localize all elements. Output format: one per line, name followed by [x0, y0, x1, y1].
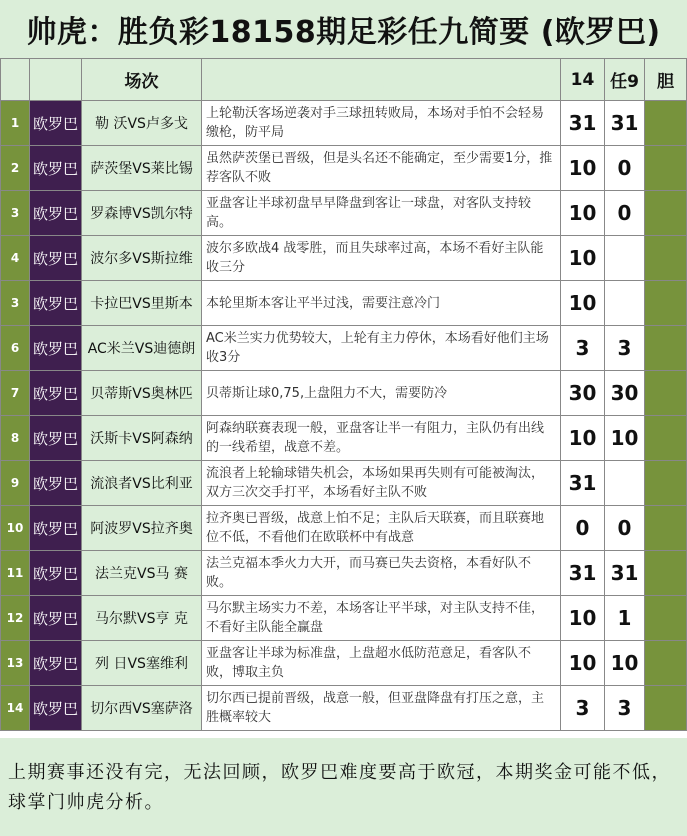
pick-dan	[645, 596, 687, 641]
header-ren9: 任9	[605, 59, 645, 101]
table-row	[1, 371, 687, 416]
pick-14: 10	[561, 416, 605, 461]
table-row	[1, 686, 687, 731]
match-name: AC米兰VS迪德朗	[82, 326, 202, 371]
match-name: 阿波罗VS拉齐奥	[82, 506, 202, 551]
pick-14: 30	[561, 371, 605, 416]
pick-ren9: 0	[605, 191, 645, 236]
match-name: 卡拉巴VS里斯本	[82, 281, 202, 326]
match-name: 列 日VS塞维利	[82, 641, 202, 686]
row-index: 3	[1, 281, 30, 326]
row-index: 10	[1, 506, 30, 551]
row-index: 14	[1, 686, 30, 731]
league-name: 欧罗巴	[30, 416, 82, 461]
pick-dan	[645, 551, 687, 596]
table-row	[1, 551, 687, 596]
match-note: 马尔默主场实力不差，本场客让平半球，对主队支持不佳，不看好主队能全赢盘	[202, 596, 561, 641]
table-row	[1, 101, 687, 146]
pick-dan	[645, 191, 687, 236]
row-index: 12	[1, 596, 30, 641]
table-row	[1, 506, 687, 551]
league-name: 欧罗巴	[30, 686, 82, 731]
pick-ren9: 3	[605, 326, 645, 371]
match-name: 罗森博VS凯尔特	[82, 191, 202, 236]
league-name: 欧罗巴	[30, 551, 82, 596]
pick-ren9: 10	[605, 416, 645, 461]
match-name: 勒 沃VS卢多戈	[82, 101, 202, 146]
league-name: 欧罗巴	[30, 596, 82, 641]
match-name: 贝蒂斯VS奥林匹	[82, 371, 202, 416]
pick-14: 3	[561, 326, 605, 371]
pick-dan	[645, 236, 687, 281]
table-row	[1, 416, 687, 461]
header-dan: 胆	[645, 59, 687, 101]
table-row	[1, 146, 687, 191]
table-row	[1, 236, 687, 281]
row-index: 8	[1, 416, 30, 461]
row-index: 7	[1, 371, 30, 416]
pick-dan	[645, 281, 687, 326]
lottery-table	[0, 58, 687, 731]
league-name: 欧罗巴	[30, 236, 82, 281]
match-note: 本轮里斯本客让平半过浅，需要注意冷门	[202, 281, 561, 326]
pick-dan	[645, 146, 687, 191]
match-note: 波尔多欧战4 战零胜，而且失球率过高，本场不看好主队能收三分	[202, 236, 561, 281]
match-name: 马尔默VS亨 克	[82, 596, 202, 641]
pick-ren9: 10	[605, 641, 645, 686]
league-name: 欧罗巴	[30, 191, 82, 236]
header-index-cell	[1, 59, 30, 101]
pick-ren9: 31	[605, 101, 645, 146]
pick-14: 31	[561, 101, 605, 146]
row-index: 9	[1, 461, 30, 506]
pick-dan	[645, 326, 687, 371]
pick-ren9	[605, 281, 645, 326]
pick-dan	[645, 101, 687, 146]
row-index: 11	[1, 551, 30, 596]
row-index: 1	[1, 101, 30, 146]
table-row	[1, 191, 687, 236]
table-body	[1, 101, 687, 731]
match-name: 波尔多VS斯拉维	[82, 236, 202, 281]
footer-analysis: 上期赛事还没有完，无法回顾，欧罗巴难度要高于欧冠，本期奖金可能不低，球掌门帅虎分析。	[0, 738, 687, 836]
pick-dan	[645, 416, 687, 461]
match-name: 流浪者VS比利亚	[82, 461, 202, 506]
pick-14: 0	[561, 506, 605, 551]
league-name: 欧罗巴	[30, 461, 82, 506]
pick-ren9: 0	[605, 506, 645, 551]
header-league-cell	[30, 59, 82, 101]
match-name: 切尔西VS塞萨洛	[82, 686, 202, 731]
row-index: 6	[1, 326, 30, 371]
pick-14: 10	[561, 191, 605, 236]
pick-ren9: 30	[605, 371, 645, 416]
pick-ren9: 3	[605, 686, 645, 731]
league-name: 欧罗巴	[30, 371, 82, 416]
row-index: 13	[1, 641, 30, 686]
league-name: 欧罗巴	[30, 506, 82, 551]
row-index: 3	[1, 191, 30, 236]
match-note: 上轮勒沃客场逆袭对手三球扭转败局，本场对手怕不会轻易缴枪，防平局	[202, 101, 561, 146]
pick-14: 10	[561, 596, 605, 641]
match-note: 流浪者上轮输球错失机会，本场如果再失则有可能被淘汰，双方三次交手打平，本场看好主队不败	[202, 461, 561, 506]
table-row	[1, 461, 687, 506]
pick-dan	[645, 686, 687, 731]
pick-dan	[645, 461, 687, 506]
league-name: 欧罗巴	[30, 641, 82, 686]
match-note: 切尔西已提前晋级，战意一般，但亚盘降盘有打压之意，主胜概率较大	[202, 686, 561, 731]
match-note: 亚盘客让半球初盘早早降盘到客让一球盘，对客队支持较高。	[202, 191, 561, 236]
match-note: 虽然萨茨堡已晋级，但是头名还不能确定，至少需要1分，推荐客队不败	[202, 146, 561, 191]
league-name: 欧罗巴	[30, 146, 82, 191]
league-name: 欧罗巴	[30, 281, 82, 326]
pick-ren9	[605, 236, 645, 281]
league-name: 欧罗巴	[30, 101, 82, 146]
table-header	[1, 59, 687, 101]
pick-ren9: 1	[605, 596, 645, 641]
pick-14: 10	[561, 146, 605, 191]
pick-dan	[645, 371, 687, 416]
match-name: 法兰克VS马 赛	[82, 551, 202, 596]
match-note: 法兰克福本季火力大开，而马赛已失去资格，本看好队不败。	[202, 551, 561, 596]
pick-14: 10	[561, 281, 605, 326]
table-row	[1, 281, 687, 326]
pick-ren9: 31	[605, 551, 645, 596]
table-row	[1, 326, 687, 371]
pick-14: 31	[561, 551, 605, 596]
match-note: 亚盘客让半球为标准盘，上盘超水低防范意足，看客队不败，博取主负	[202, 641, 561, 686]
table-row	[1, 596, 687, 641]
pick-ren9: 0	[605, 146, 645, 191]
row-index: 4	[1, 236, 30, 281]
header-14: 14	[561, 59, 605, 101]
league-name: 欧罗巴	[30, 326, 82, 371]
pick-14: 10	[561, 641, 605, 686]
pick-14: 31	[561, 461, 605, 506]
row-index: 2	[1, 146, 30, 191]
match-name: 沃斯卡VS阿森纳	[82, 416, 202, 461]
match-name: 萨茨堡VS莱比锡	[82, 146, 202, 191]
match-note: 阿森纳联赛表现一般，亚盘客让半一有阻力，主队仍有出线的一线希望，战意不差。	[202, 416, 561, 461]
pick-dan	[645, 641, 687, 686]
match-note: AC米兰实力优势较大，上轮有主力停休，本场看好他们主场收3分	[202, 326, 561, 371]
pick-ren9	[605, 461, 645, 506]
header-note-cell	[202, 59, 561, 101]
match-note: 拉齐奥已晋级，战意上怕不足；主队后天联赛，而且联赛地位不低，不看他们在欧联杯中有战意	[202, 506, 561, 551]
match-note: 贝蒂斯让球0,75,上盘阻力不大，需要防冷	[202, 371, 561, 416]
pick-14: 10	[561, 236, 605, 281]
pick-14: 3	[561, 686, 605, 731]
pick-dan	[645, 506, 687, 551]
table-row	[1, 641, 687, 686]
header-match: 场次	[82, 59, 202, 101]
page-title: 帅虎：胜负彩18158期足彩任九简要 (欧罗巴)	[0, 0, 687, 58]
